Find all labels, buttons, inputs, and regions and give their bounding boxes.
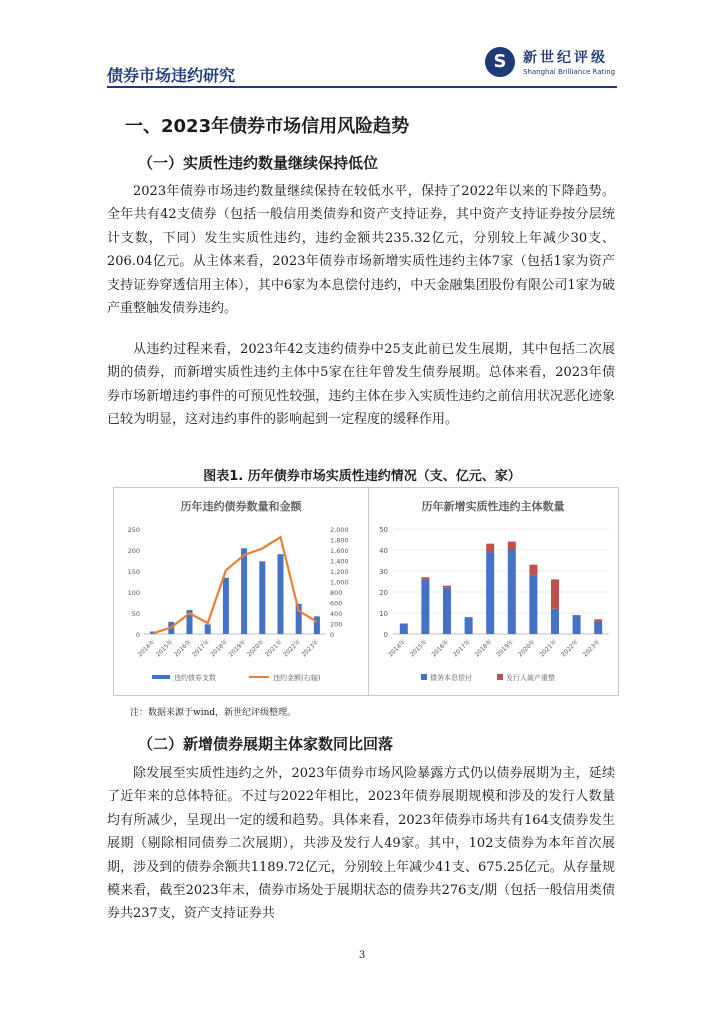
x-tick-label: 2015年 <box>154 638 175 659</box>
bar-bond-count <box>259 561 265 634</box>
bar-bankruptcy-restructuring <box>594 619 602 621</box>
logo-english-name: Shanghai Brilliance Rating <box>523 68 616 76</box>
x-tick-label: 2017年 <box>452 638 473 659</box>
bar-payment-default <box>594 621 602 634</box>
bar-bankruptcy-restructuring <box>486 544 494 552</box>
legend-swatch-bankruptcy <box>497 674 503 680</box>
paragraph-1: 2023年债券市场违约数量继续保持在较低水平，保持了2022年以来的下降趋势。全年共有42支债券（包括一般信用类债券和资产支持证券，其中资产支持证券按分层统计支数，下同）发生实质性违约，违约金额共235.32亿元，分别较上年减少30支、206.04亿元。从主体来看，2023年债券市场新增实质性违约主体7家（包括1家为资产支持证券穿透信用主体），其中6家为本息偿付违约，中天金融集团股份有限公司1家为破产重整触发债券违约。 <box>107 184 615 317</box>
legend-label-bankruptcy: 发行人破产重整 <box>506 674 555 682</box>
y-right-tick-label: 1,600 <box>330 547 349 555</box>
figure-caption: 图表1. 历年债券市场实质性违约情况（支、亿元、家） <box>203 469 521 484</box>
page-number: 3 <box>358 950 366 961</box>
x-tick-label: 2019年 <box>495 638 516 659</box>
x-tick-label: 2018年 <box>209 638 230 659</box>
y-right-tick-label: 2,000 <box>330 526 349 534</box>
bar-payment-default <box>486 552 494 634</box>
bar-bond-count <box>314 616 320 634</box>
y-right-tick-label: 0 <box>330 631 335 639</box>
y-left-tick-label: 100 <box>127 589 140 597</box>
x-tick-label: 2016年 <box>430 638 451 659</box>
y-right-tick-label: 800 <box>330 589 343 597</box>
x-tick-label: 2021年 <box>263 638 284 659</box>
x-tick-label: 2014年 <box>387 638 408 659</box>
bar-bond-count <box>205 624 211 634</box>
y-left-tick-label: 150 <box>127 568 140 576</box>
x-tick-label: 2023年 <box>581 638 602 659</box>
y-tick-label: 20 <box>379 589 388 597</box>
y-right-tick-label: 200 <box>330 620 343 629</box>
legend-label-line: 违约金额(右轴) <box>273 674 321 682</box>
y-tick-label: 50 <box>379 526 388 534</box>
y-tick-label: 40 <box>379 547 388 555</box>
bar-bankruptcy-restructuring <box>443 586 451 588</box>
subsection-title-2: （二）新增债券展期主体家数同比回落 <box>138 735 394 753</box>
paragraph-3: 除发展至实质性违约之外，2023年债券市场风险暴露方式仍以债券展期为主，延续了近年来的总体特征。不过与2022年相比，2023年债券展期规模和涉及的发行人数量均有所减少，呈现出一定的缓和趋势。具体来看，2023年债券市场共有164支债券发生展期（剔除相同债券二次展期），共涉及发行人49家。其中，102支债券为本年首次展期，涉及到的债券余额共1189.72亿元，分别较上年减少41支、675.25亿元。从存量规模来看，截至2023年末，债券市场处于展期状态的债券共276支/期（包括一般信用类债券共237支，资产支持证券共 <box>107 766 615 922</box>
chart-title: 历年新增实质性违约主体数量 <box>421 500 565 513</box>
bar-bond-count <box>241 548 247 634</box>
x-tick-label: 2022年 <box>560 638 581 659</box>
y-tick-label: 0 <box>383 631 388 639</box>
bar-payment-default <box>443 588 451 634</box>
bar-payment-default <box>551 609 559 634</box>
y-left-tick-label: 250 <box>127 526 140 534</box>
subsection-title-1: （一）实质性违约数量继续保持低位 <box>138 154 379 172</box>
bar-bankruptcy-restructuring <box>508 542 516 550</box>
chart-title: 历年违约债券数量和金额 <box>180 500 302 513</box>
x-tick-label: 2017年 <box>191 638 212 659</box>
section-title: 一、2023年债券市场信用风险趋势 <box>125 116 410 137</box>
x-tick-label: 2020年 <box>516 638 537 659</box>
x-tick-label: 2020年 <box>245 638 266 659</box>
y-tick-label: 10 <box>379 610 388 618</box>
y-right-tick-label: 1,200 <box>330 568 349 576</box>
x-tick-label: 2014年 <box>136 638 157 659</box>
x-tick-label: 2021年 <box>538 638 559 659</box>
x-tick-label: 2023年 <box>300 638 321 659</box>
figure-frame <box>113 487 619 696</box>
bar-bond-count <box>278 554 284 634</box>
brand-logo <box>485 44 615 84</box>
source-note: 注：数据来源于wind，新世纪评级整理。 <box>130 708 297 718</box>
bar-bankruptcy-restructuring <box>551 579 559 608</box>
bar-payment-default <box>465 617 473 634</box>
header-divider <box>107 86 617 88</box>
bar-payment-default <box>421 579 429 634</box>
y-left-tick-label: 0 <box>135 631 140 639</box>
legend-swatch-bar <box>152 675 170 679</box>
x-tick-label: 2015年 <box>408 638 429 659</box>
paragraph-2: 从违约过程来看，2023年42支违约债券中25支此前已发生展期，其中包括二次展期的债券，而新增实质性违约主体中5家在往年曾发生债券展期。总体来看，2023年债券市场新增违约事件的可预见性较强，违约主体在步入实质性违约之前信用状况恶化迹象已较为明显，这对违约事件的影响起到一定程度的缓释作用。 <box>107 342 615 428</box>
logo-chinese-name: 新世纪评级 <box>523 50 608 66</box>
y-left-tick-label: 200 <box>127 547 140 555</box>
y-tick-label: 30 <box>379 568 388 576</box>
x-tick-label: 2018年 <box>473 638 494 659</box>
y-right-tick-label: 400 <box>330 610 343 618</box>
bar-payment-default <box>508 550 516 634</box>
y-right-tick-label: 1,000 <box>330 578 349 587</box>
bar-payment-default <box>573 615 581 634</box>
bar-bankruptcy-restructuring <box>529 565 537 576</box>
chart-bonds-amount <box>114 488 368 695</box>
x-tick-label: 2022年 <box>282 638 303 659</box>
y-right-tick-label: 600 <box>330 599 343 608</box>
bar-payment-default <box>529 575 537 634</box>
legend-label-payment: 债务本息偿付 <box>430 674 472 682</box>
bar-payment-default <box>400 624 408 635</box>
legend-swatch-payment <box>421 674 427 680</box>
header-title: 债券市场违约研究 <box>107 66 236 85</box>
bar-bond-count <box>223 578 229 634</box>
chart-new-default-issuers <box>369 488 618 695</box>
bar-bankruptcy-restructuring <box>421 577 429 579</box>
y-left-tick-label: 50 <box>131 610 140 618</box>
x-tick-label: 2016年 <box>172 638 193 659</box>
logo-mark-icon: S <box>485 47 515 77</box>
y-right-tick-label: 1,800 <box>330 536 349 545</box>
legend-label-bar: 违约债券支数 <box>174 674 216 682</box>
x-tick-label: 2019年 <box>227 638 248 659</box>
line-default-amount <box>153 537 317 633</box>
y-right-tick-label: 1,400 <box>330 557 349 566</box>
